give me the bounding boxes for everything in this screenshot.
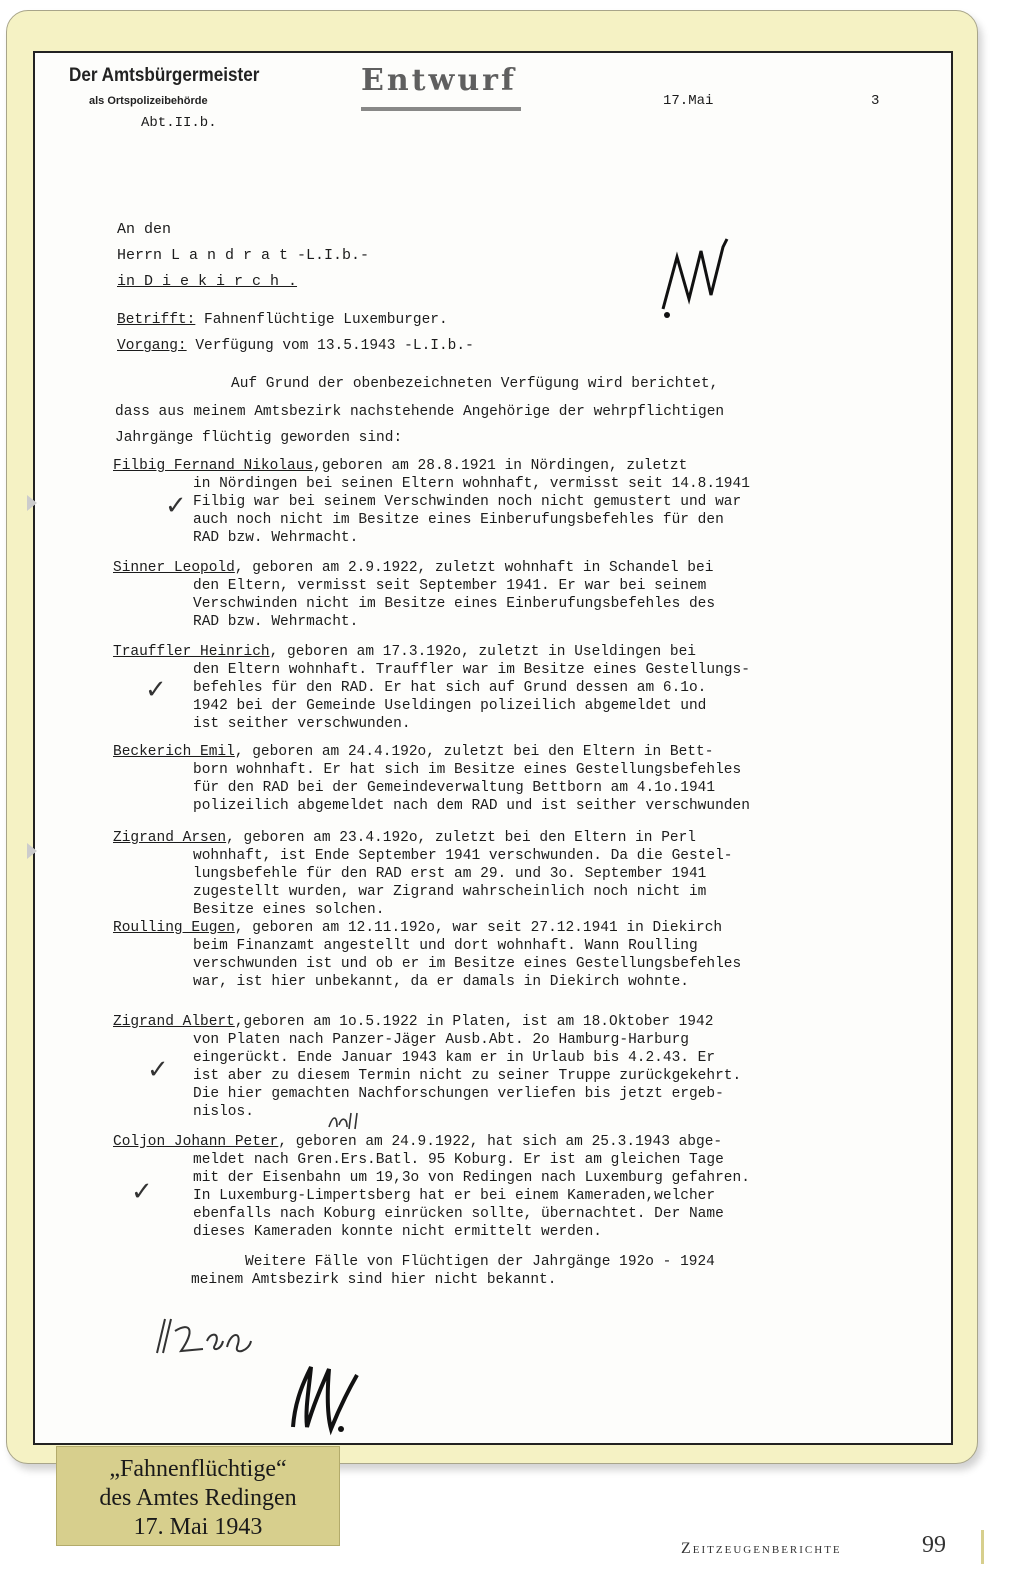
entry-line: beim Finanzamt angestellt und dort wohnhaft. Wann Roulling bbox=[193, 938, 698, 954]
entry-line: meldet nach Gren.Ers.Batl. 95 Koburg. Er ist am gleichen Tage bbox=[193, 1152, 724, 1168]
entry-first-line: , geboren am 24.4.192o, zuletzt bei den Eltern in Bett- bbox=[234, 744, 714, 760]
entry-first-line: , geboren am 24.9.1922, hat sich am 25.3.1943 abge- bbox=[278, 1134, 723, 1150]
betrifft-text: Fahnenflüchtige Luxemburger. bbox=[204, 312, 448, 328]
person-name: Zigrand Albert bbox=[113, 1014, 235, 1030]
betrifft-label: Betrifft: bbox=[117, 312, 196, 328]
list-item bbox=[113, 457, 933, 547]
checkmark-icon: ✓ bbox=[165, 491, 187, 521]
person-name: Beckerich Emil bbox=[113, 744, 235, 760]
entry-line: dieses Kameraden konnte nicht ermittelt werden. bbox=[193, 1224, 602, 1240]
entry-line: RAD bzw. Wehrmacht. bbox=[193, 530, 359, 546]
margin-marker bbox=[27, 843, 37, 859]
letter-date: 17.Mai bbox=[663, 93, 714, 109]
entry-line: befehles für den RAD. Er hat sich auf Grund dessen am 6.1o. bbox=[193, 680, 707, 696]
entry-line: polizeilich abgemeldet nach dem RAD und ist seither verschwunden bbox=[193, 798, 750, 814]
document-card bbox=[6, 10, 978, 1464]
subject-betrifft bbox=[117, 311, 448, 329]
entry-line: war, ist hier unbekannt, da er damals in Diekirch wohnte. bbox=[193, 974, 689, 990]
entry-line: auch noch nicht im Besitze eines Einberufungsbefehles für den bbox=[193, 512, 724, 528]
address-line-2: Herrn L a n d r a t -L.I.b.- bbox=[117, 247, 370, 264]
caption-line-2: des Amtes Redingen bbox=[99, 1485, 297, 1511]
entry-line: mit der Eisenbahn um 19,3o von Redingen nach Luxemburg gefahren. bbox=[193, 1170, 750, 1186]
entry-line: lungsbefehle für den RAD erst am 29. und 3o. September 1941 bbox=[193, 866, 707, 882]
handwritten-note-icon bbox=[325, 1109, 365, 1135]
list-item bbox=[113, 829, 933, 919]
entry-line: wohnhaft, ist Ende September 1941 verschwunden. Da die Gestel- bbox=[193, 848, 733, 864]
entry-line: verschwunden ist und ob er im Besitze eines Gestellungsbefehles bbox=[193, 956, 742, 972]
vorgang-text: Verfügung vom 13.5.1943 -L.I.b.- bbox=[195, 338, 474, 354]
entry-line: 1942 bei der Gemeinde Useldingen polizeilich abgemeldet und bbox=[193, 698, 707, 714]
entry-first-line: ,geboren am 28.8.1921 in Nördingen, zuletzt bbox=[313, 458, 688, 474]
list-item bbox=[113, 559, 933, 631]
entry-line: In Luxemburg-Limpertsberg hat er bei einem Kameraden,welcher bbox=[193, 1188, 716, 1204]
footer-divider bbox=[981, 1530, 984, 1564]
entry-line: von Platen nach Panzer-Jäger Ausb.Abt. 2o Hamburg-Harburg bbox=[193, 1032, 689, 1048]
subject-vorgang bbox=[117, 337, 474, 355]
person-name: Filbig Fernand Nikolaus bbox=[113, 458, 314, 474]
letterhead-role: als Ortspolizeibehörde bbox=[89, 95, 208, 107]
closing-line-1: Weitere Fälle von Flüchtigen der Jahrgänge 192o - 1924 bbox=[245, 1254, 715, 1270]
list-item bbox=[113, 643, 933, 733]
caption-line-1: „Fahnenflüchtige“ bbox=[109, 1456, 287, 1482]
checkmark-icon: ✓ bbox=[147, 1055, 169, 1085]
entry-line: zugestellt wurden, war Zigrand wahrscheinlich noch nicht im bbox=[193, 884, 707, 900]
entry-line: ist aber zu diesem Termin nicht zu seiner Truppe zurückgekehrt. bbox=[193, 1068, 742, 1084]
entry-first-line: , geboren am 2.9.1922, zuletzt wohnhaft in Schandel bei bbox=[234, 560, 714, 576]
address-line-3: in D i e k i r c h . bbox=[117, 273, 298, 290]
list-item bbox=[113, 919, 933, 991]
address-line-1: An den bbox=[117, 221, 172, 238]
person-name: Roulling Eugen bbox=[113, 920, 235, 936]
handwritten-signature-icon bbox=[285, 1349, 385, 1439]
entry-line: Verschwinden nicht im Besitze eines Einberufungsbefehles des bbox=[193, 596, 716, 612]
vorgang-label: Vorgang: bbox=[117, 338, 187, 354]
draft-stamp: Entwurf bbox=[361, 63, 517, 98]
entry-line: ist seither verschwunden. bbox=[193, 716, 411, 732]
person-name: Zigrand Arsen bbox=[113, 830, 227, 846]
entry-line: in Nördingen bei seinen Eltern wohnhaft, vermisst seit 14.8.1941 bbox=[193, 476, 750, 492]
entry-first-line: , geboren am 12.11.192o, war seit 27.12.1941 in Diekirch bbox=[234, 920, 723, 936]
entry-line: für den RAD bei der Gemeindeverwaltung Bettborn am 4.1o.1941 bbox=[193, 780, 716, 796]
entry-line: Die hier gemachten Nachforschungen verliefen bis jetzt ergeb- bbox=[193, 1086, 724, 1102]
caption-line-3: 17. Mai 1943 bbox=[133, 1514, 263, 1540]
margin-marker bbox=[27, 495, 37, 511]
checkmark-icon: ✓ bbox=[131, 1177, 153, 1207]
entry-first-line: , geboren am 17.3.192o, zuletzt in Useldingen bei bbox=[269, 644, 697, 660]
entry-line: Besitze eines solchen. bbox=[193, 902, 385, 918]
entry-first-line: , geboren am 23.4.192o, zuletzt bei den Eltern in Perl bbox=[226, 830, 697, 846]
handwritten-paraph-icon bbox=[151, 1311, 281, 1361]
signature-initial-icon bbox=[653, 229, 743, 319]
footer-section: Zeitzeugenberichte bbox=[681, 1540, 842, 1557]
entry-line: RAD bzw. Wehrmacht. bbox=[193, 614, 359, 630]
intro-line-3: Jahrgänge flüchtig geworden sind: bbox=[115, 430, 403, 446]
person-name: Trauffler Heinrich bbox=[113, 644, 270, 660]
intro-line-1: Auf Grund der obenbezeichneten Verfügung wird berichtet, bbox=[231, 376, 719, 392]
entry-line: Filbig war bei seinem Verschwinden noch nicht gemustert und war bbox=[193, 494, 742, 510]
entry-line: ebenfalls nach Koburg einrücken sollte, übernachtet. Der Name bbox=[193, 1206, 724, 1222]
entry-line: born wohnhaft. Er hat sich im Besitze eines Gestellungsbefehles bbox=[193, 762, 742, 778]
person-name: Coljon Johann Peter bbox=[113, 1134, 279, 1150]
entry-line: eingerückt. Ende Januar 1943 kam er in Urlaub bis 4.2.43. Er bbox=[193, 1050, 716, 1066]
letterhead-authority: Der Amtsbürgermeister bbox=[69, 65, 260, 86]
entry-first-line: ,geboren am 1o.5.1922 in Platen, ist am 18.Oktober 1942 bbox=[234, 1014, 714, 1030]
letter-sheet bbox=[33, 51, 953, 1445]
letterhead-department: Abt.II.b. bbox=[141, 115, 217, 131]
letter-page-number: 3 bbox=[871, 93, 880, 109]
footer-page-number: 99 bbox=[922, 1532, 946, 1558]
entry-line: den Eltern wohnhaft. Trauffler war im Besitze eines Gestellungs- bbox=[193, 662, 750, 678]
checkmark-icon: ✓ bbox=[145, 675, 167, 705]
caption-box bbox=[56, 1446, 340, 1546]
list-item bbox=[113, 1013, 933, 1121]
list-item bbox=[113, 1133, 933, 1241]
entry-line: nislos. bbox=[193, 1104, 254, 1120]
list-item bbox=[113, 743, 933, 815]
person-name: Sinner Leopold bbox=[113, 560, 235, 576]
intro-line-2: dass aus meinem Amtsbezirk nachstehende Angehörige der wehrpflichtigen bbox=[115, 404, 725, 420]
closing-line-2: meinem Amtsbezirk sind hier nicht bekannt. bbox=[191, 1272, 557, 1288]
entry-line: den Eltern, vermisst seit September 1941. Er war bei seinem bbox=[193, 578, 707, 594]
stamp-underline bbox=[361, 107, 521, 111]
